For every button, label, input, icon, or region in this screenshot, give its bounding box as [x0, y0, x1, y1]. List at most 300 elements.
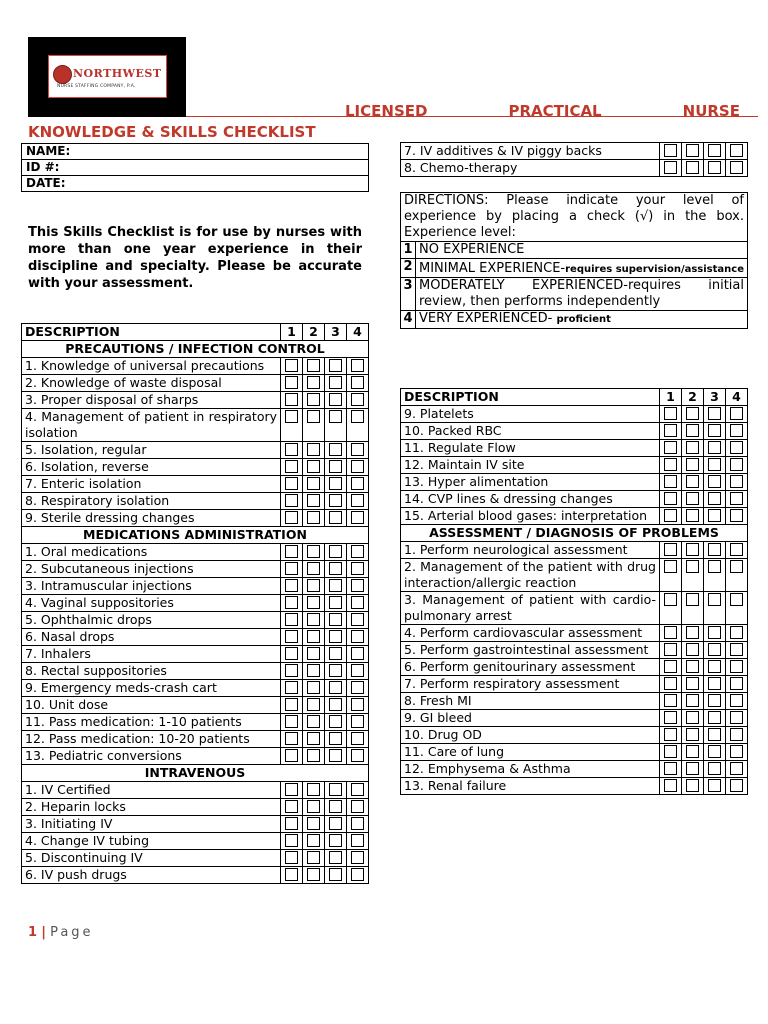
checkbox-cell — [660, 625, 682, 642]
table-row — [22, 578, 369, 595]
level-checkbox[interactable] — [351, 630, 364, 643]
level-checkbox[interactable] — [664, 492, 677, 505]
checkbox-cell — [281, 595, 303, 612]
checkbox-cell — [704, 457, 726, 474]
skill-label: 2. Heparin locks — [22, 799, 281, 816]
level-checkbox[interactable] — [686, 745, 699, 758]
level-checkbox[interactable] — [708, 593, 721, 606]
level-checkbox[interactable] — [329, 630, 342, 643]
level-checkbox[interactable] — [307, 359, 320, 372]
level-checkbox[interactable] — [329, 715, 342, 728]
level-checkbox[interactable] — [351, 613, 364, 626]
level-checkbox[interactable] — [285, 596, 298, 609]
level-checkbox[interactable] — [708, 407, 721, 420]
skill-label: 11. Regulate Flow — [401, 440, 660, 457]
level-checkbox[interactable] — [307, 851, 320, 864]
page-word: Page — [50, 925, 94, 940]
checkbox-cell — [303, 392, 325, 409]
table-row — [401, 625, 748, 642]
checkbox-cell — [325, 442, 347, 459]
level-checkbox[interactable] — [329, 647, 342, 660]
level-checkbox[interactable] — [285, 562, 298, 575]
level-checkbox[interactable] — [730, 543, 743, 556]
level-checkbox[interactable] — [730, 144, 743, 157]
level-checkbox[interactable] — [708, 694, 721, 707]
level-checkbox[interactable] — [730, 745, 743, 758]
checkbox-cell — [726, 542, 748, 559]
checkbox-cell — [726, 778, 748, 795]
section-header — [401, 525, 748, 542]
level-checkbox[interactable] — [730, 475, 743, 488]
level-checkbox[interactable] — [285, 376, 298, 389]
level-checkbox[interactable] — [686, 407, 699, 420]
level-checkbox[interactable] — [285, 783, 298, 796]
skills-table-left — [21, 323, 369, 884]
level-checkbox[interactable] — [686, 779, 699, 792]
level-checkbox[interactable] — [307, 562, 320, 575]
level-checkbox[interactable] — [664, 458, 677, 471]
level-checkbox[interactable] — [351, 443, 364, 456]
level-label: VERY EXPERIENCED- proficient — [416, 311, 748, 329]
level-checkbox[interactable] — [285, 868, 298, 881]
level-checkbox[interactable] — [329, 562, 342, 575]
level-checkbox[interactable] — [329, 359, 342, 372]
checkbox-cell — [281, 663, 303, 680]
table-row — [401, 710, 748, 727]
level-checkbox[interactable] — [708, 424, 721, 437]
level-checkbox[interactable] — [351, 800, 364, 813]
level-checkbox[interactable] — [307, 376, 320, 389]
level-checkbox[interactable] — [329, 834, 342, 847]
level-checkbox[interactable] — [351, 681, 364, 694]
description-header: DESCRIPTION — [401, 389, 660, 406]
level-checkbox[interactable] — [329, 698, 342, 711]
level-checkbox[interactable] — [664, 643, 677, 656]
level-checkbox[interactable] — [351, 749, 364, 762]
level-checkbox[interactable] — [307, 749, 320, 762]
skill-label: 5. Perform gastrointestinal assessment — [401, 642, 660, 659]
checkbox-cell — [281, 629, 303, 646]
table-row — [22, 493, 369, 510]
level-checkbox[interactable] — [307, 664, 320, 677]
level-checkbox[interactable] — [285, 698, 298, 711]
level-checkbox[interactable] — [351, 511, 364, 524]
level-checkbox[interactable] — [730, 492, 743, 505]
checkbox-cell — [303, 561, 325, 578]
level-checkbox[interactable] — [285, 359, 298, 372]
section-title: PRECAUTIONS / INFECTION CONTROL — [22, 341, 369, 358]
level-checkbox[interactable] — [730, 728, 743, 741]
skill-label: 9. Emergency meds-crash cart — [22, 680, 281, 697]
level-checkbox[interactable] — [730, 593, 743, 606]
level-checkbox[interactable] — [708, 711, 721, 724]
level-checkbox[interactable] — [307, 800, 320, 813]
level-checkbox[interactable] — [708, 492, 721, 505]
level-checkbox[interactable] — [664, 543, 677, 556]
checkbox-cell — [682, 440, 704, 457]
level-checkbox[interactable] — [329, 511, 342, 524]
table-row — [401, 559, 748, 592]
level-checkbox[interactable] — [351, 715, 364, 728]
level-checkbox[interactable] — [708, 144, 721, 157]
checkbox-cell — [726, 508, 748, 525]
checkbox-cell — [347, 850, 369, 867]
level-checkbox[interactable] — [351, 393, 364, 406]
checkbox-cell — [704, 143, 726, 160]
level-checkbox[interactable] — [686, 694, 699, 707]
level-checkbox[interactable] — [664, 144, 677, 157]
level-checkbox[interactable] — [686, 492, 699, 505]
checkbox-cell — [660, 744, 682, 761]
checkbox-cell — [704, 625, 726, 642]
checkbox-cell — [347, 748, 369, 765]
checkbox-cell — [726, 761, 748, 778]
level-checkbox[interactable] — [664, 593, 677, 606]
checkbox-cell — [325, 493, 347, 510]
checkbox-cell — [347, 476, 369, 493]
level-checkbox[interactable] — [686, 593, 699, 606]
level-checkbox[interactable] — [730, 626, 743, 639]
level-checkbox[interactable] — [730, 161, 743, 174]
level-checkbox[interactable] — [664, 711, 677, 724]
level-checkbox[interactable] — [686, 161, 699, 174]
level-header: 1 — [660, 389, 682, 406]
level-checkbox[interactable] — [329, 783, 342, 796]
level-checkbox[interactable] — [329, 376, 342, 389]
checkbox-cell — [726, 676, 748, 693]
level-checkbox[interactable] — [686, 728, 699, 741]
checkbox-cell — [347, 442, 369, 459]
level-checkbox[interactable] — [351, 410, 364, 423]
checkbox-cell — [682, 727, 704, 744]
level-checkbox[interactable] — [351, 783, 364, 796]
level-checkbox[interactable] — [351, 732, 364, 745]
table-row — [22, 731, 369, 748]
level-checkbox[interactable] — [329, 732, 342, 745]
level-checkbox[interactable] — [285, 477, 298, 490]
level-checkbox[interactable] — [708, 441, 721, 454]
name-field[interactable]: NAME: — [22, 144, 369, 160]
level-checkbox[interactable] — [329, 851, 342, 864]
level-checkbox[interactable] — [664, 509, 677, 522]
level-checkbox[interactable] — [664, 475, 677, 488]
level-checkbox[interactable] — [285, 664, 298, 677]
level-checkbox[interactable] — [730, 441, 743, 454]
level-checkbox[interactable] — [664, 745, 677, 758]
level-checkbox[interactable] — [686, 677, 699, 690]
level-checkbox[interactable] — [351, 579, 364, 592]
level-checkbox[interactable] — [307, 511, 320, 524]
level-checkbox[interactable] — [307, 596, 320, 609]
level-checkbox[interactable] — [664, 560, 677, 573]
level-checkbox[interactable] — [307, 834, 320, 847]
level-checkbox[interactable] — [664, 762, 677, 775]
level-checkbox[interactable] — [285, 817, 298, 830]
checkbox-cell — [704, 406, 726, 423]
checkbox-cell — [704, 659, 726, 676]
level-checkbox[interactable] — [730, 643, 743, 656]
level-checkbox[interactable] — [708, 475, 721, 488]
level-checkbox[interactable] — [285, 494, 298, 507]
level-checkbox[interactable] — [285, 851, 298, 864]
level-checkbox[interactable] — [730, 509, 743, 522]
checkbox-cell — [325, 392, 347, 409]
level-checkbox[interactable] — [307, 732, 320, 745]
level-checkbox[interactable] — [285, 630, 298, 643]
level-checkbox[interactable] — [329, 443, 342, 456]
level-checkbox[interactable] — [351, 698, 364, 711]
level-checkbox[interactable] — [285, 715, 298, 728]
level-checkbox[interactable] — [708, 660, 721, 673]
level-checkbox[interactable] — [664, 677, 677, 690]
section-title: MEDICATIONS ADMINISTRATION — [22, 527, 369, 544]
checkbox-cell — [303, 782, 325, 799]
level-checkbox[interactable] — [686, 509, 699, 522]
level-checkbox[interactable] — [329, 477, 342, 490]
level-checkbox[interactable] — [730, 560, 743, 573]
level-checkbox[interactable] — [307, 410, 320, 423]
level-checkbox[interactable] — [351, 647, 364, 660]
checkbox-cell — [682, 457, 704, 474]
level-checkbox[interactable] — [730, 424, 743, 437]
checkbox-cell — [325, 663, 347, 680]
level-checkbox[interactable] — [285, 443, 298, 456]
checkbox-cell — [682, 559, 704, 592]
checkbox-cell — [660, 659, 682, 676]
level-checkbox[interactable] — [329, 393, 342, 406]
checkbox-cell — [303, 833, 325, 850]
level-checkbox[interactable] — [329, 868, 342, 881]
table-row — [401, 676, 748, 693]
level-checkbox[interactable] — [285, 410, 298, 423]
id-field[interactable]: ID #: — [22, 160, 369, 176]
checkbox-cell — [660, 143, 682, 160]
level-checkbox[interactable] — [351, 545, 364, 558]
level-checkbox[interactable] — [285, 749, 298, 762]
level-checkbox[interactable] — [285, 613, 298, 626]
level-checkbox[interactable] — [686, 711, 699, 724]
table-row — [401, 474, 748, 491]
table-row — [401, 744, 748, 761]
level-checkbox[interactable] — [664, 626, 677, 639]
checkbox-cell — [704, 542, 726, 559]
level-checkbox[interactable] — [686, 560, 699, 573]
level-checkbox[interactable] — [307, 783, 320, 796]
level-checkbox[interactable] — [285, 579, 298, 592]
level-checkbox[interactable] — [351, 817, 364, 830]
level-checkbox[interactable] — [285, 732, 298, 745]
level-checkbox[interactable] — [307, 613, 320, 626]
skill-label: 6. Perform genitourinary assessment — [401, 659, 660, 676]
table-row — [401, 693, 748, 710]
level-checkbox[interactable] — [730, 407, 743, 420]
checkbox-cell — [281, 816, 303, 833]
level-checkbox[interactable] — [285, 647, 298, 660]
level-checkbox[interactable] — [351, 562, 364, 575]
skill-label: 3. Proper disposal of sharps — [22, 392, 281, 409]
level-checkbox[interactable] — [307, 443, 320, 456]
level-checkbox[interactable] — [307, 681, 320, 694]
level-checkbox[interactable] — [329, 596, 342, 609]
level-checkbox[interactable] — [351, 834, 364, 847]
level-checkbox[interactable] — [708, 762, 721, 775]
level-checkbox[interactable] — [329, 681, 342, 694]
level-checkbox[interactable] — [730, 711, 743, 724]
skill-label: 6. Isolation, reverse — [22, 459, 281, 476]
level-checkbox[interactable] — [686, 424, 699, 437]
level-checkbox[interactable] — [730, 694, 743, 707]
checkbox-cell — [303, 799, 325, 816]
checkbox-cell — [660, 559, 682, 592]
table-header — [22, 324, 369, 341]
checkbox-cell — [347, 595, 369, 612]
checkbox-cell — [325, 561, 347, 578]
level-checkbox[interactable] — [307, 579, 320, 592]
table-row — [401, 406, 748, 423]
skill-label: 4. Perform cardiovascular assessment — [401, 625, 660, 642]
level-checkbox[interactable] — [686, 458, 699, 471]
skill-label: 8. Chemo-therapy — [401, 160, 660, 177]
checkbox-cell — [303, 663, 325, 680]
level-checkbox[interactable] — [664, 694, 677, 707]
level-checkbox[interactable] — [329, 460, 342, 473]
date-field[interactable]: DATE: — [22, 176, 369, 192]
level-checkbox[interactable] — [307, 460, 320, 473]
level-checkbox[interactable] — [351, 359, 364, 372]
level-checkbox[interactable] — [686, 441, 699, 454]
skill-label: 12. Pass medication: 10-20 patients — [22, 731, 281, 748]
level-checkbox[interactable] — [686, 643, 699, 656]
level-checkbox[interactable] — [708, 509, 721, 522]
checkbox-cell — [726, 559, 748, 592]
level-checkbox[interactable] — [329, 800, 342, 813]
level-checkbox[interactable] — [664, 407, 677, 420]
level-checkbox[interactable] — [664, 660, 677, 673]
level-checkbox[interactable] — [329, 613, 342, 626]
logo-emblem-icon — [53, 65, 72, 84]
level-checkbox[interactable] — [285, 460, 298, 473]
lpn-word: LICENSED — [345, 102, 428, 120]
level-checkbox[interactable] — [708, 560, 721, 573]
level-checkbox[interactable] — [664, 441, 677, 454]
level-checkbox[interactable] — [730, 779, 743, 792]
level-checkbox[interactable] — [664, 728, 677, 741]
level-checkbox[interactable] — [307, 817, 320, 830]
level-checkbox[interactable] — [708, 543, 721, 556]
level-checkbox[interactable] — [351, 494, 364, 507]
level-checkbox[interactable] — [686, 660, 699, 673]
level-checkbox[interactable] — [708, 745, 721, 758]
skill-label: 3. Intramuscular injections — [22, 578, 281, 595]
level-checkbox[interactable] — [686, 762, 699, 775]
level-checkbox[interactable] — [307, 393, 320, 406]
level-checkbox[interactable] — [351, 868, 364, 881]
level-checkbox[interactable] — [708, 458, 721, 471]
checkbox-cell — [704, 761, 726, 778]
level-checkbox[interactable] — [708, 643, 721, 656]
level-header: 2 — [682, 389, 704, 406]
level-checkbox[interactable] — [329, 817, 342, 830]
level-checkbox[interactable] — [351, 477, 364, 490]
checkbox-cell — [281, 544, 303, 561]
checkbox-cell — [726, 642, 748, 659]
level-checkbox[interactable] — [285, 834, 298, 847]
checkbox-cell — [347, 816, 369, 833]
level-checkbox[interactable] — [285, 511, 298, 524]
level-checkbox[interactable] — [285, 393, 298, 406]
level-checkbox[interactable] — [708, 677, 721, 690]
checkbox-cell — [660, 542, 682, 559]
level-checkbox[interactable] — [285, 545, 298, 558]
level-checkbox[interactable] — [730, 762, 743, 775]
skills-table-right — [400, 388, 748, 795]
checkbox-cell — [726, 423, 748, 440]
level-checkbox[interactable] — [329, 545, 342, 558]
level-checkbox[interactable] — [307, 647, 320, 660]
level-checkbox[interactable] — [329, 410, 342, 423]
table-row — [22, 459, 369, 476]
checkbox-cell — [303, 595, 325, 612]
level-checkbox[interactable] — [351, 376, 364, 389]
level-checkbox[interactable] — [686, 475, 699, 488]
skill-label: 13. Hyper alimentation — [401, 474, 660, 491]
level-checkbox[interactable] — [351, 596, 364, 609]
level-checkbox[interactable] — [329, 749, 342, 762]
level-checkbox[interactable] — [285, 800, 298, 813]
level-checkbox[interactable] — [686, 626, 699, 639]
level-checkbox[interactable] — [686, 144, 699, 157]
table-row — [22, 867, 369, 884]
level-checkbox[interactable] — [686, 543, 699, 556]
level-checkbox[interactable] — [664, 161, 677, 174]
checkbox-cell — [682, 406, 704, 423]
checkbox-cell — [660, 440, 682, 457]
skill-label: 6. Nasal drops — [22, 629, 281, 646]
level-checkbox[interactable] — [730, 458, 743, 471]
level-checkbox[interactable] — [307, 715, 320, 728]
checkbox-cell — [704, 778, 726, 795]
checkbox-cell — [281, 409, 303, 442]
checkbox-cell — [303, 476, 325, 493]
level-checkbox[interactable] — [307, 494, 320, 507]
level-checkbox[interactable] — [329, 494, 342, 507]
level-checkbox[interactable] — [307, 545, 320, 558]
level-checkbox[interactable] — [329, 664, 342, 677]
level-checkbox[interactable] — [351, 851, 364, 864]
level-checkbox[interactable] — [730, 677, 743, 690]
level-checkbox[interactable] — [664, 779, 677, 792]
level-checkbox[interactable] — [708, 779, 721, 792]
level-checkbox[interactable] — [285, 681, 298, 694]
level-checkbox[interactable] — [708, 161, 721, 174]
level-checkbox[interactable] — [730, 660, 743, 673]
level-checkbox[interactable] — [708, 728, 721, 741]
level-checkbox[interactable] — [307, 698, 320, 711]
checkbox-cell — [682, 761, 704, 778]
table-row — [22, 680, 369, 697]
checkbox-cell — [726, 143, 748, 160]
level-checkbox[interactable] — [307, 630, 320, 643]
level-checkbox[interactable] — [664, 424, 677, 437]
level-checkbox[interactable] — [307, 868, 320, 881]
checkbox-cell — [347, 578, 369, 595]
level-checkbox[interactable] — [351, 664, 364, 677]
level-checkbox[interactable] — [329, 579, 342, 592]
checkbox-cell — [325, 867, 347, 884]
level-checkbox[interactable] — [307, 477, 320, 490]
level-checkbox[interactable] — [708, 626, 721, 639]
level-checkbox[interactable] — [351, 460, 364, 473]
